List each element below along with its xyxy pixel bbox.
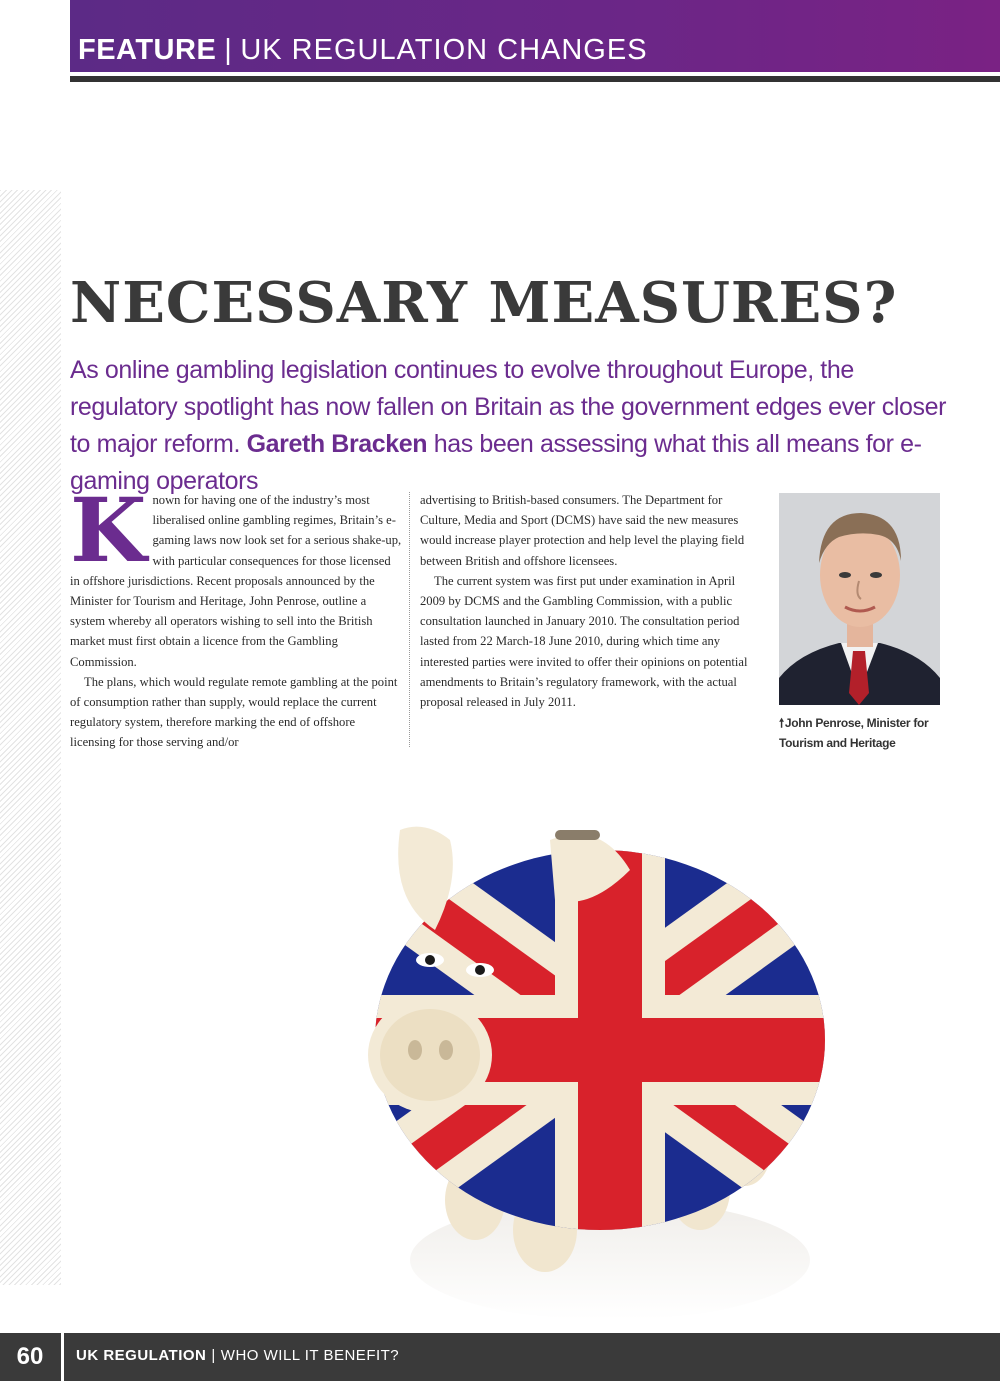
caption-text: John Penrose, Minister for Tourism and Heritage [779, 716, 929, 750]
footer-section: UK REGULATION [76, 1347, 207, 1364]
footer-separator: | [211, 1347, 216, 1364]
paragraph: The plans, which would regulate remote gambling at the point of consumption rather than supply, would replace the current regulatory system, therefore marking the end of offshore licensing for those serving and/or [70, 674, 398, 750]
header-rule [70, 76, 1000, 82]
paragraph-text: nown for having one of the industry’s most liberalised online gambling regimes, Britain’s e-gaming laws now look set for a serious shake-up, with particular consequences for those licensed in offshore jurisdictions. Recent proposals announced by the Minister for Tourism and Heritage, John Penrose, outline a system whereby all operators wishing to sell into the British market must first obtain a licence from the Gambling Commission. [70, 493, 402, 669]
page-number: 60 [16, 1343, 44, 1370]
section-topic: UK REGULATION CHANGES [240, 34, 648, 66]
arrow-up-icon: 🠕 [779, 716, 784, 730]
paragraph: The current system was first put under examination in April 2009 by DCMS and the Gambling Commission, with a public consultation launched in January 2010. The consultation period lasted from 22 March-18 June 2010, during which time any interested parties were invited to offer their opinions on potential amendments to Britain’s regulatory framework, with the actual proposal released in July 2011. [420, 573, 748, 710]
standfirst-tail: has been assessing what this all means for e-gaming operators [70, 430, 922, 495]
article-standfirst [70, 352, 950, 500]
union-jack-piggy-bank-image [330, 790, 850, 1330]
header-separator: | [224, 34, 233, 66]
paragraph: advertising to British-based consumers. The Department for Culture, Media and Sport (DCMS) have said the new measures would increase player protection and help level the playing field between British and offshore licensees. [420, 493, 745, 568]
running-footer [76, 1347, 399, 1364]
article-column-2 [420, 490, 752, 712]
portrait-illustration [779, 493, 940, 705]
author-name: Gareth Bracken [246, 430, 428, 458]
column-divider [409, 492, 410, 747]
drop-cap: K [70, 478, 147, 582]
footer-divider [61, 1333, 64, 1381]
section-header [78, 34, 648, 67]
minister-photo [779, 493, 940, 705]
photo-caption [779, 713, 954, 753]
article-headline: NECESSARY MEASURES? [70, 270, 898, 336]
hatched-margin [0, 190, 61, 1285]
header-band [70, 0, 1000, 72]
footer-bar [0, 1333, 1000, 1381]
footer-subtitle: WHO WILL IT BENEFIT? [220, 1347, 400, 1364]
section-label: FEATURE [78, 34, 217, 66]
article-column-1 [70, 478, 402, 753]
paragraph [70, 478, 402, 672]
standfirst-lead: As online gambling legislation continues to evolve throughout Europe, the regulatory spotlight has now fallen on Britain as the government edges ever closer to major reform. [70, 356, 947, 458]
